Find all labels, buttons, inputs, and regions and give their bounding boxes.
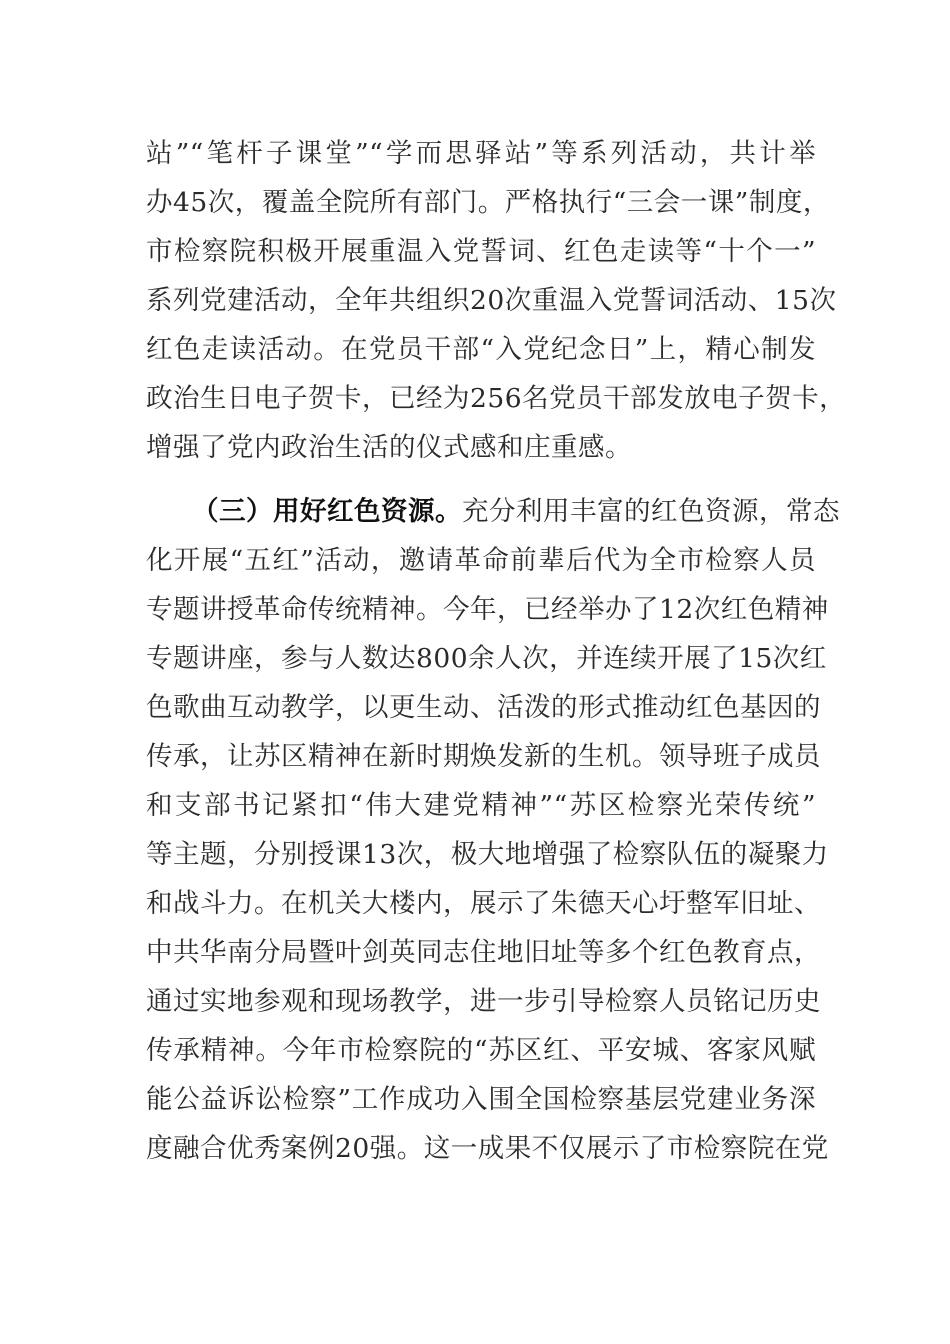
paragraph-1-line-6: 政治生日电子贺卡，已经为256名党员干部发放电子贺卡， bbox=[146, 383, 847, 414]
paragraph-2-line-1-text: 充分利用丰富的红色资源，常态 bbox=[462, 496, 840, 527]
paragraph-1-line-5: 红色走读活动。在党员干部“入党纪念日”上，精心制发 bbox=[146, 334, 816, 365]
section-heading: （三）用好红色资源。 bbox=[192, 496, 462, 527]
paragraph-2-line-12: 传承精神。今年市检察院的“苏区红、平安城、客家风赋 bbox=[146, 1035, 816, 1066]
paragraph-2-line-5: 色歌曲互动教学，以更生动、活泼的形式推动红色基因的 bbox=[146, 692, 821, 723]
paragraph-2-line-10: 中共华南分局暨叶剑英同志住地旧址等多个红色教育点， bbox=[146, 937, 821, 968]
paragraph-1-line-3: 市检察院积极开展重温入党誓词、红色走读等“十个一” bbox=[146, 236, 816, 267]
paragraph-2-line-2: 化开展“五红”活动，邀请革命前辈后代为全市检察人员 bbox=[146, 545, 816, 576]
paragraph-2-line-7: 和支部书记紧扣“伟大建党精神”“苏区检察光荣传统” bbox=[146, 790, 816, 821]
paragraph-1-line-4: 系列党建活动，全年共组织20次重温入党誓词活动、15次 bbox=[146, 285, 837, 316]
paragraph-1-line-1: 站”“笔杆子课堂”“学而思驿站”等系列活动，共计举 bbox=[146, 138, 816, 169]
paragraph-2-line-3: 专题讲授革命传统精神。今年，已经举办了12次红色精神 bbox=[146, 594, 829, 625]
paragraph-2-line-14: 度融合优秀案例20强。这一成果不仅展示了市检察院在党 bbox=[146, 1133, 829, 1164]
paragraph-2-line-4: 专题讲座，参与人数达800余人次，并连续开展了15次红 bbox=[146, 643, 827, 674]
paragraph-2-line-6: 传承，让苏区精神在新时期焕发新的生机。领导班子成员 bbox=[146, 741, 821, 772]
paragraph-2-line-1 bbox=[192, 494, 840, 530]
paragraph-2-line-11: 通过实地参观和现场教学，进一步引导检察人员铭记历史 bbox=[146, 986, 821, 1017]
paragraph-2-line-9: 和战斗力。在机关大楼内，展示了朱德天心圩整军旧址、 bbox=[146, 888, 821, 919]
paragraph-1-line-2: 办45次，覆盖全院所有部门。严格执行“三会一课”制度， bbox=[146, 187, 830, 218]
paragraph-1-line-7: 增强了党内政治生活的仪式感和庄重感。 bbox=[146, 432, 632, 463]
paragraph-2-line-8: 等主题，分别授课13次，极大地增强了检察队伍的凝聚力 bbox=[146, 839, 829, 870]
paragraph-2-line-13: 能公益诉讼检察”工作成功入围全国检察基层党建业务深 bbox=[146, 1084, 816, 1115]
